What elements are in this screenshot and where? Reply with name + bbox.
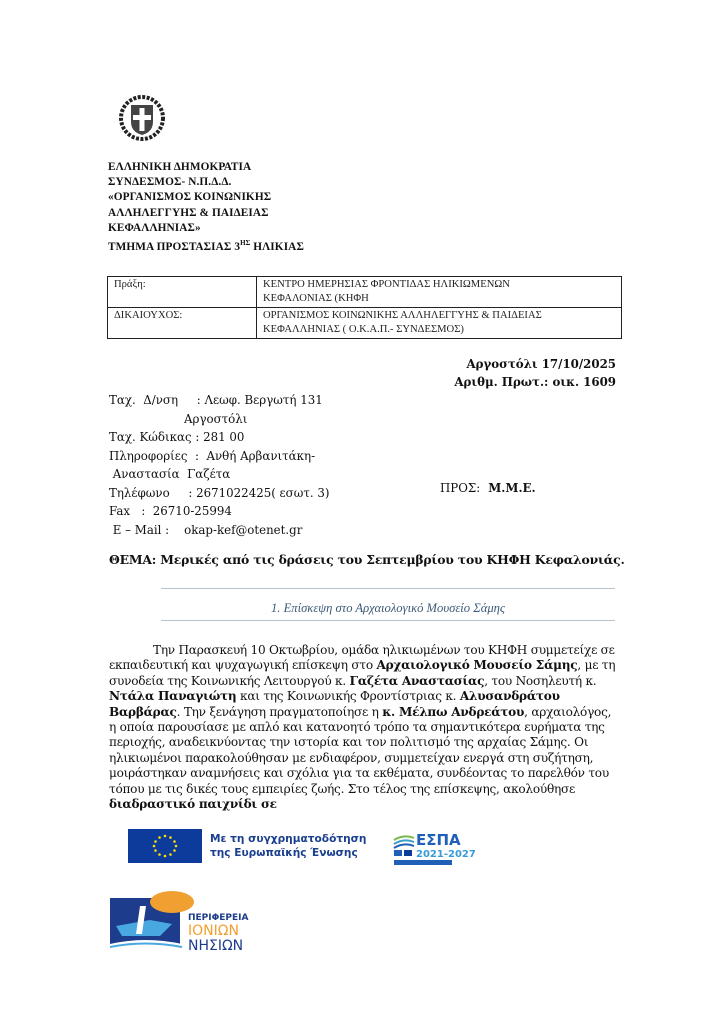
org-line: ΕΛΛΗΝΙΚΗ ΔΗΜΟΚΡΑΤΙΑ: [108, 161, 252, 173]
svg-text:ΙΟΝΙΩΝ: ΙΟΝΙΩΝ: [188, 923, 239, 939]
svg-text:ΕΣΠΑ: ΕΣΠΑ: [416, 831, 461, 849]
subject-line: ΘΕΜΑ: Μερικές από τις δράσεις του Σεπτεμβρίου του ΚΗΦΗ Κεφαλονιάς.: [109, 552, 625, 567]
project-info-table: [107, 276, 622, 339]
fax: Fax : 26710-25994: [109, 504, 232, 518]
recipient: [440, 481, 536, 495]
heading-divider: [161, 620, 615, 621]
section-heading: 1. Επίσκεψη στο Αρχαιολογικό Μουσείο Σάμης: [270, 601, 506, 615]
info-contact: Πληροφορίες : Ανθή Αρβανιτάκη-: [109, 448, 316, 463]
phone: Τηλέφωνο : 2671022425( εσωτ. 3): [109, 485, 330, 500]
table-row: [108, 308, 622, 339]
protocol-number: Αριθμ. Πρωτ.: οικ. 1609: [454, 375, 616, 389]
date-protocol-block: [454, 355, 616, 391]
org-line: «ΟΡΓΑΝΙΣΜΟΣ ΚΟΙΝΩΝΙΚΗΣ: [108, 191, 272, 204]
table-row: [108, 277, 622, 308]
place-date: Αργοστόλι 17/10/2025: [466, 357, 616, 371]
heading-divider: [161, 588, 615, 589]
svg-text:ΝΗΣΙΩΝ: ΝΗΣΙΩΝ: [188, 938, 244, 954]
postal-code: Ταχ. Κώδικας : 281 00: [109, 430, 245, 444]
recipient-value: Μ.Μ.Ε.: [488, 481, 536, 495]
eu-cofunding-text: Με τη συγχρηματοδότηση της Ευρωπαϊκής Ένωσης: [210, 833, 367, 859]
org-line: ΑΛΛΗΛΕΓΓΥΗΣ & ΠΑΙΔΕΙΑΣ: [108, 206, 269, 219]
eu-flag-icon: [128, 829, 202, 863]
table-label: Πράξη:: [108, 277, 257, 308]
greek-coat-of-arms-icon: [118, 94, 166, 142]
table-value: ΚΕΝΤΡΟ ΗΜΕΡΗΣΙΑΣ ΦΡΟΝΤΙΔΑΣ ΗΛΙΚΙΩΜΕΝΩΝ ΚΕΦΑΛΟΝΙΑΣ (ΚΗΦΗ: [257, 277, 622, 308]
table-value: ΟΡΓΑΝΙΣΜΟΣ ΚΟΙΝΩΝΙΚΗΣ ΑΛΛΗΛΕΓΓΥΗΣ & ΠΑΙΔΕΙΑΣ ΚΕΦΑΛΛΗΝΙΑΣ ( Ο.Κ.Α.Π.- ΣΥΝΔΕΣΜΟΣ): [257, 308, 622, 339]
org-line: ΚΕΦΑΛΛΗΝΙΑΣ»: [108, 221, 201, 234]
info-contact-2: Αναστασία Γαζέτα: [109, 467, 231, 481]
recipient-label: ΠΡΟΣ:: [440, 481, 481, 495]
svg-text:2021-2027: 2021-2027: [416, 849, 476, 860]
table-label: ΔΙΚΑΙΟΥΧΟΣ:: [108, 308, 257, 339]
org-line: ΣΥΝΔΕΣΜΟΣ- Ν.Π.Δ.Δ.: [108, 176, 232, 189]
email[interactable]: E – Mail : okap-kef@otenet.gr: [109, 522, 303, 537]
address: Ταχ. Δ/νση : Λεωφ. Βεργωτή 131: [109, 393, 323, 407]
city: Αργοστόλι: [109, 411, 248, 426]
svg-text:ΠΕΡΙΦΕΡΕΙΑ: ΠΕΡΙΦΕΡΕΙΑ: [188, 913, 249, 923]
espa-logo-icon: [392, 828, 482, 868]
body-paragraph: Την Παρασκευή 10 Οκτωβρίου, ομάδα ηλικιωμένων του ΚΗΦΗ συμμετείχε σε εκπαιδευτική και ψυχαγωγική επίσκεψη στο Αρχαιολογικό Μουσείο Σάμης, με τη συνοδεία της Κοινωνικής Λειτουργού κ. Γαζέτα Αναστασίας, του Νοσηλευτή κ. Ντάλα Παναγιώτη και της Κοινωνικής Φροντίστριας κ. Αλυσανδράτου Βαρβάρας. Την ξενάγηση πραγματοποίησε η κ. Μέλπω Ανδρεάτου, αρχαιολόγος, η οποία παρουσίασε με απλό και κατανοητό τρόπο τα σημαντικότερα ευρήματα της περιοχής, αναδεικνύοντας την ιστορία και τον πολιτισμό της αρχαίας Σάμης. Οι ηλικιωμένοι παρακολούθησαν με ενδιαφέρον, συμμετείχαν ενεργά στη συζήτηση, μοιράστηκαν αναμνήσεις και σχόλια για τα εκθέματα, συνδέοντας το παρελθόν του τόπου με τις δικές τους εμπειρίες ζωής. Στο τέλος της επίσκεψης, ακολούθησε διαδραστικό παιχνίδι σε: [109, 643, 616, 812]
contact-details: [109, 391, 329, 539]
department-line: ΤΜΗΜΑ ΠΡΟΣΤΑΣΙΑΣ $3^{H\Sigma}$ ΗΛΙΚΙΑΣ: [108, 239, 304, 253]
ionian-islands-region-logo-icon: [110, 890, 310, 955]
organization-header: [108, 160, 304, 255]
